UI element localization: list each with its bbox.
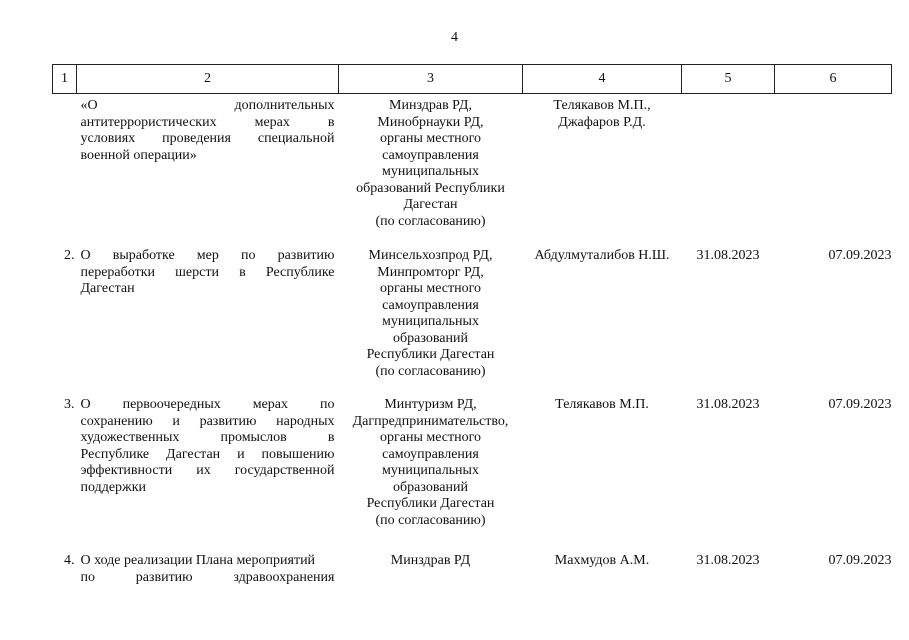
executors xyxy=(339,549,523,586)
responsible xyxy=(523,94,682,249)
executor-line: Минздрав РД, xyxy=(389,98,472,113)
executors xyxy=(339,94,523,249)
topic-line: Республике Дагестан и повышению xyxy=(80,446,335,462)
executor-line: (по согласованию) xyxy=(375,213,486,229)
executor-line: органы местного xyxy=(380,430,481,445)
responsible-line: Джафаров Р.Д. xyxy=(558,114,646,130)
row-number xyxy=(53,94,77,249)
table-row xyxy=(53,549,892,586)
date-column-5: 31.08.2023 xyxy=(696,248,760,263)
column-header: 1 xyxy=(53,65,77,94)
column-header: 6 xyxy=(775,65,892,94)
row-number: 3. xyxy=(64,397,75,412)
table-row xyxy=(53,248,892,397)
column-header: 5 xyxy=(682,65,775,94)
executor-line: муниципальных xyxy=(382,463,479,478)
agenda-topic xyxy=(77,94,339,249)
executor-line: органы местного xyxy=(380,131,481,146)
topic-line: сохранению и развитию народных xyxy=(80,413,335,429)
column-header: 3 xyxy=(339,65,523,94)
date-column-6: 07.09.2023 xyxy=(828,248,892,263)
responsible xyxy=(523,549,682,586)
executor-line: Минсельхозпрод РД, xyxy=(368,248,493,263)
table-row xyxy=(53,94,892,249)
column-header: 4 xyxy=(523,65,682,94)
schedule-table xyxy=(52,64,892,586)
date-column-6: 07.09.2023 xyxy=(828,553,892,568)
executor-line: образований Республики xyxy=(356,180,505,196)
executor-line: органы местного xyxy=(380,281,481,296)
agenda-topic xyxy=(77,248,339,397)
date-column-6 xyxy=(775,94,892,249)
table-header-row xyxy=(53,65,892,94)
topic-line: военной операции» xyxy=(80,147,197,163)
executor-line: Дагестан xyxy=(403,197,458,212)
topic-line: по развитию здравоохранения xyxy=(80,569,335,585)
agenda-topic xyxy=(77,549,339,586)
responsible-line: Махмудов А.М. xyxy=(554,553,650,568)
column-header: 2 xyxy=(77,65,339,94)
responsible xyxy=(523,248,682,397)
topic-line: Дагестан xyxy=(80,281,135,296)
table-row xyxy=(53,397,892,549)
executors xyxy=(339,248,523,397)
topic-line: поддержки xyxy=(80,479,147,495)
responsible-line: Телякавов М.П. xyxy=(555,397,649,412)
executor-line: Республики Дагестан xyxy=(366,496,495,511)
executor-line: муниципальных xyxy=(382,314,479,329)
topic-line: антитеррористических мерах в xyxy=(80,114,335,130)
executor-line: Минобрнауки РД, xyxy=(377,114,484,130)
agenda-topic xyxy=(77,397,339,549)
executor-line: самоуправления xyxy=(382,147,479,163)
responsible-line: Телякавов М.П., xyxy=(553,98,651,113)
topic-line: художественных промыслов в xyxy=(80,430,335,445)
executor-line: муниципальных xyxy=(382,164,479,179)
responsible-line: Абдулмуталибов Н.Ш. xyxy=(534,248,670,263)
executors xyxy=(339,397,523,549)
executor-line: (по согласованию) xyxy=(375,512,486,528)
executor-line: образований xyxy=(393,479,468,495)
topic-line: «О дополнительных xyxy=(80,98,335,113)
topic-line: О выработке мер по развитию xyxy=(80,248,335,263)
executor-line: Минздрав РД xyxy=(390,553,471,568)
date-column-5 xyxy=(682,94,775,249)
date-column-5: 31.08.2023 xyxy=(696,397,760,412)
topic-line: О первоочередных мерах по xyxy=(80,397,335,412)
executor-line: Минтуризм РД, xyxy=(384,397,477,412)
date-column-5: 31.08.2023 xyxy=(696,553,760,568)
row-number: 2. xyxy=(64,248,75,263)
date-column-6: 07.09.2023 xyxy=(828,397,892,412)
page-number: 4 xyxy=(451,30,458,45)
topic-line: переработки шерсти в Республике xyxy=(80,264,335,280)
executor-line: самоуправления xyxy=(382,297,479,313)
executor-line: Минпромторг РД, xyxy=(377,264,484,280)
executor-line: самоуправления xyxy=(382,446,479,462)
topic-line: эффективности их государственной xyxy=(80,463,335,478)
executor-line: (по согласованию) xyxy=(375,363,486,379)
executor-line: Дагпредпринимательство, xyxy=(352,413,509,429)
topic-line: О ходе реализации Плана мероприятий xyxy=(80,553,316,568)
responsible xyxy=(523,397,682,549)
row-number: 4. xyxy=(64,553,75,568)
topic-line: условиях проведения специальной xyxy=(80,131,335,146)
executor-line: Республики Дагестан xyxy=(366,347,495,362)
executor-line: образований xyxy=(393,330,468,346)
